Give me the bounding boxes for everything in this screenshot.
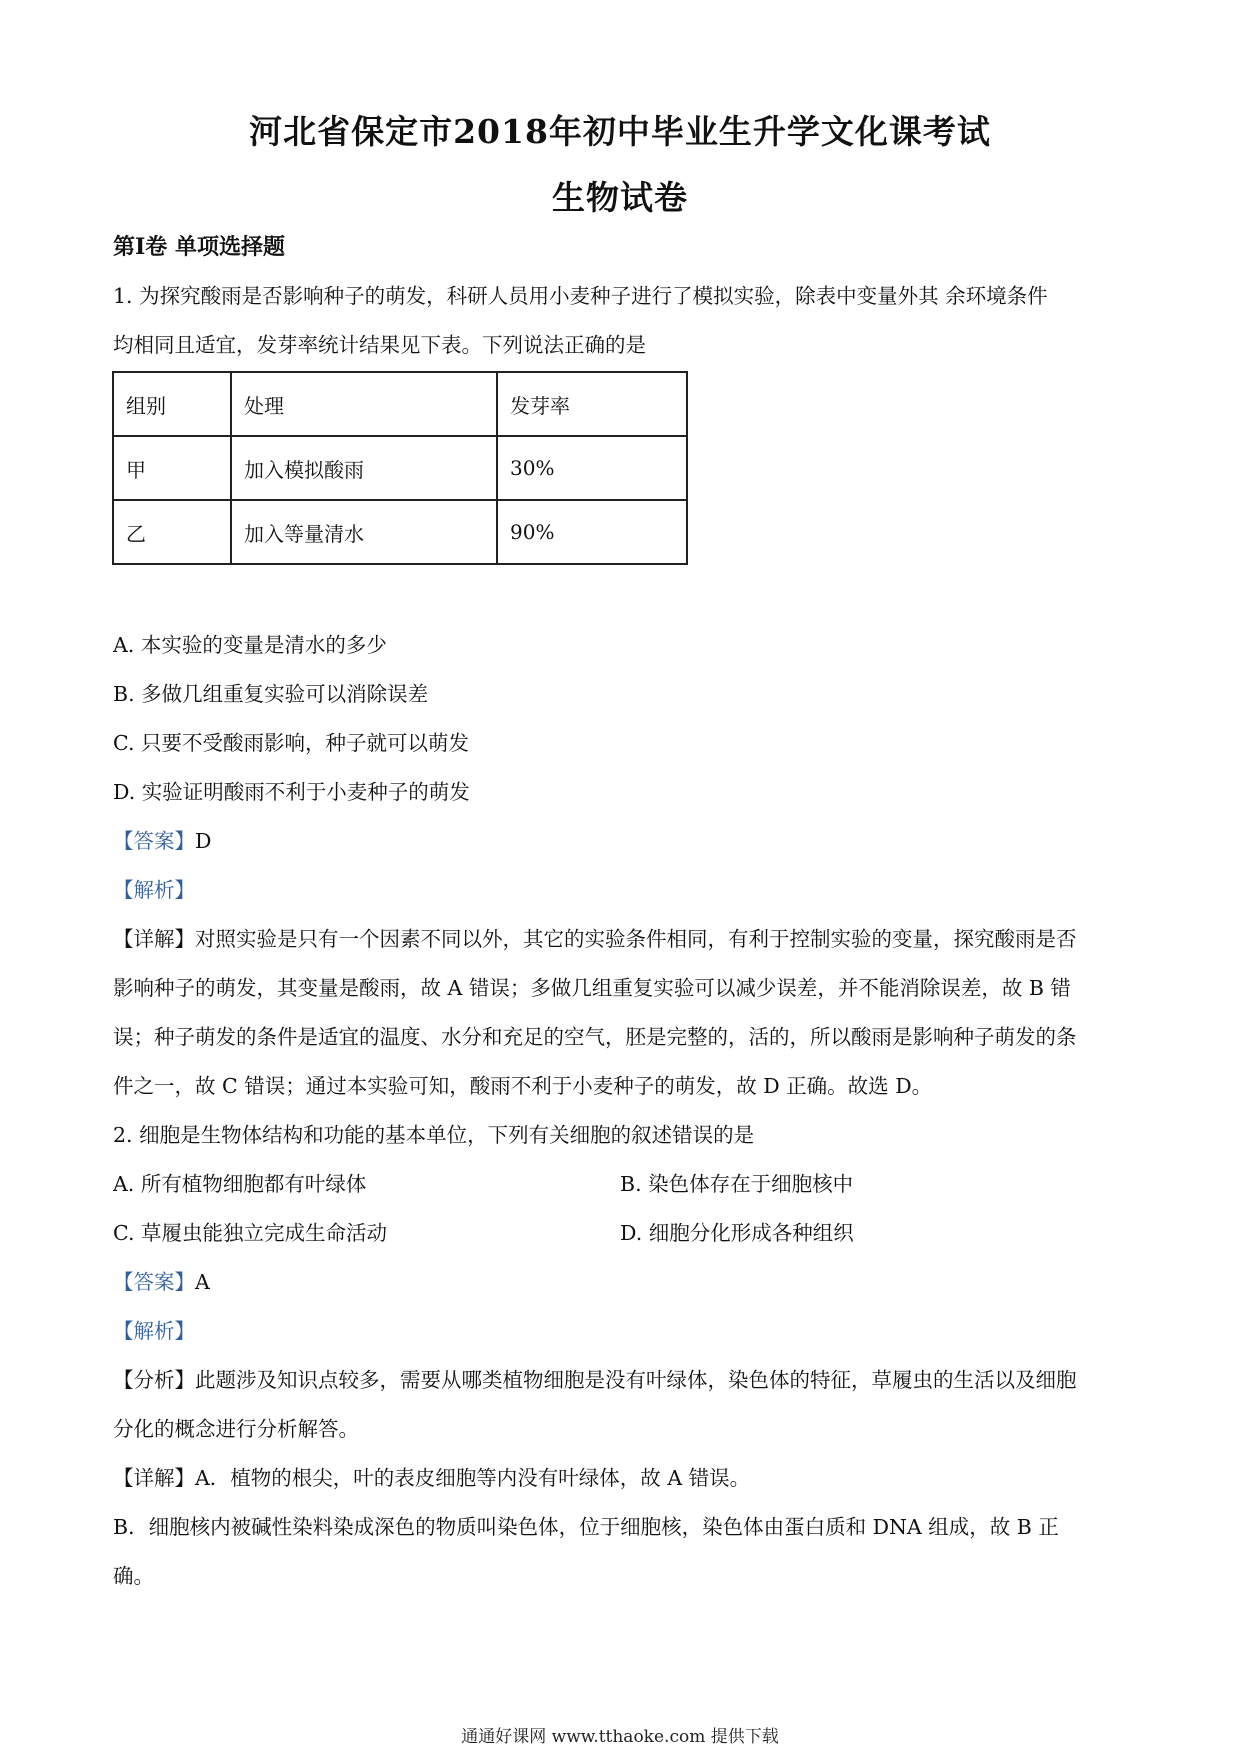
q2-detail-line1 bbox=[113, 1463, 1128, 1493]
fenxi-text: 此题涉及知识点较多，需要从哪类植物细胞是没有叶绿体，染色体的特征，草履虫的生活以及细胞 bbox=[195, 1368, 1077, 1392]
q1-stem-line1: 1. 为探究酸雨是否影响种子的萌发，科研人员用小麦种子进行了模拟实验，除表中变量外其 余环境条件 bbox=[113, 284, 1048, 308]
q2-option-d: D. 细胞分化形成各种组织 bbox=[620, 1221, 854, 1245]
answer-value: D bbox=[195, 829, 212, 853]
q2-analysis-tag: 【解析】 bbox=[113, 1319, 195, 1343]
table-header-cell: 发芽率 bbox=[497, 372, 687, 436]
q2-detail-line2: B．细胞核内被碱性染料染成深色的物质叫染色体，位于细胞核，染色体由蛋白质和 DNA 组成，故 B 正 bbox=[113, 1515, 1059, 1539]
q1-option-d: D. 实验证明酸雨不利于小麦种子的萌发 bbox=[113, 780, 470, 804]
q2-answer bbox=[113, 1267, 1128, 1297]
q1-detail-line1 bbox=[113, 924, 1128, 954]
q2-option-c: C. 草履虫能独立完成生命活动 bbox=[113, 1221, 387, 1245]
fenxi-tag: 【分析】 bbox=[113, 1368, 195, 1392]
q1-detail-line4: 件之一，故 C 错误；通过本实验可知，酸雨不利于小麦种子的萌发，故 D 正确。故选 D。 bbox=[113, 1074, 933, 1098]
q2-detail-line3: 确。 bbox=[113, 1564, 154, 1588]
q1-option-c: C. 只要不受酸雨影响，种子就可以萌发 bbox=[113, 731, 469, 755]
detail-text: 对照实验是只有一个因素不同以外，其它的实验条件相同，有利于控制实验的变量，探究酸雨是否 bbox=[195, 927, 1077, 951]
exam-subtitle: 生物试卷 bbox=[552, 178, 688, 217]
detail-tag: 【详解】 bbox=[113, 927, 195, 951]
detail-text: A．植物的根尖，叶的表皮细胞等内没有叶绿体，故 A 错误。 bbox=[195, 1466, 751, 1490]
table-header-cell: 组别 bbox=[113, 372, 231, 436]
detail-tag: 【详解】 bbox=[113, 1466, 195, 1490]
table-cell: 甲 bbox=[113, 436, 231, 500]
table-cell: 加入等量清水 bbox=[231, 500, 497, 564]
table-header-row bbox=[113, 372, 687, 436]
q2-option-b: B. 染色体存在于细胞核中 bbox=[620, 1172, 854, 1196]
q2-fenxi-line1 bbox=[113, 1365, 1128, 1395]
q1-detail-line2: 影响种子的萌发，其变量是酸雨，故 A 错误；多做几组重复实验可以减少误差，并不能消除误差，故 B 错 bbox=[113, 976, 1071, 1000]
table-cell: 加入模拟酸雨 bbox=[231, 436, 497, 500]
q1-answer bbox=[113, 826, 1128, 856]
q1-option-b: B. 多做几组重复实验可以消除误差 bbox=[113, 682, 429, 706]
answer-tag: 【答案】 bbox=[113, 829, 195, 853]
table-row bbox=[113, 436, 687, 500]
q1-option-a: A. 本实验的变量是清水的多少 bbox=[113, 633, 387, 657]
table-cell: 30% bbox=[497, 436, 687, 500]
table-header-cell: 处理 bbox=[231, 372, 497, 436]
q1-detail-line3: 误；种子萌发的条件是适宜的温度、水分和充足的空气，胚是完整的，活的，所以酸雨是影响种子萌发的条 bbox=[113, 1025, 1077, 1049]
germination-table bbox=[112, 371, 688, 565]
q2-option-a: A. 所有植物细胞都有叶绿体 bbox=[113, 1172, 367, 1196]
answer-value: A bbox=[195, 1270, 210, 1294]
table-cell: 90% bbox=[497, 500, 687, 564]
page-footer: 通通好课网 www.tthaoke.com 提供下载 bbox=[461, 1727, 779, 1747]
table-row bbox=[113, 500, 687, 564]
answer-tag: 【答案】 bbox=[113, 1270, 195, 1294]
q2-stem: 2. 细胞是生物体结构和功能的基本单位，下列有关细胞的叙述错误的是 bbox=[113, 1123, 755, 1147]
exam-title: 河北省保定市2018年初中毕业生升学文化课考试 bbox=[249, 112, 991, 151]
section-heading: 第Ⅰ卷 单项选择题 bbox=[113, 234, 285, 260]
q1-stem-line2: 均相同且适宜，发芽率统计结果见下表。下列说法正确的是 bbox=[113, 333, 646, 357]
q1-analysis-tag: 【解析】 bbox=[113, 878, 195, 902]
table-cell: 乙 bbox=[113, 500, 231, 564]
q2-fenxi-line2: 分化的概念进行分析解答。 bbox=[113, 1417, 359, 1441]
